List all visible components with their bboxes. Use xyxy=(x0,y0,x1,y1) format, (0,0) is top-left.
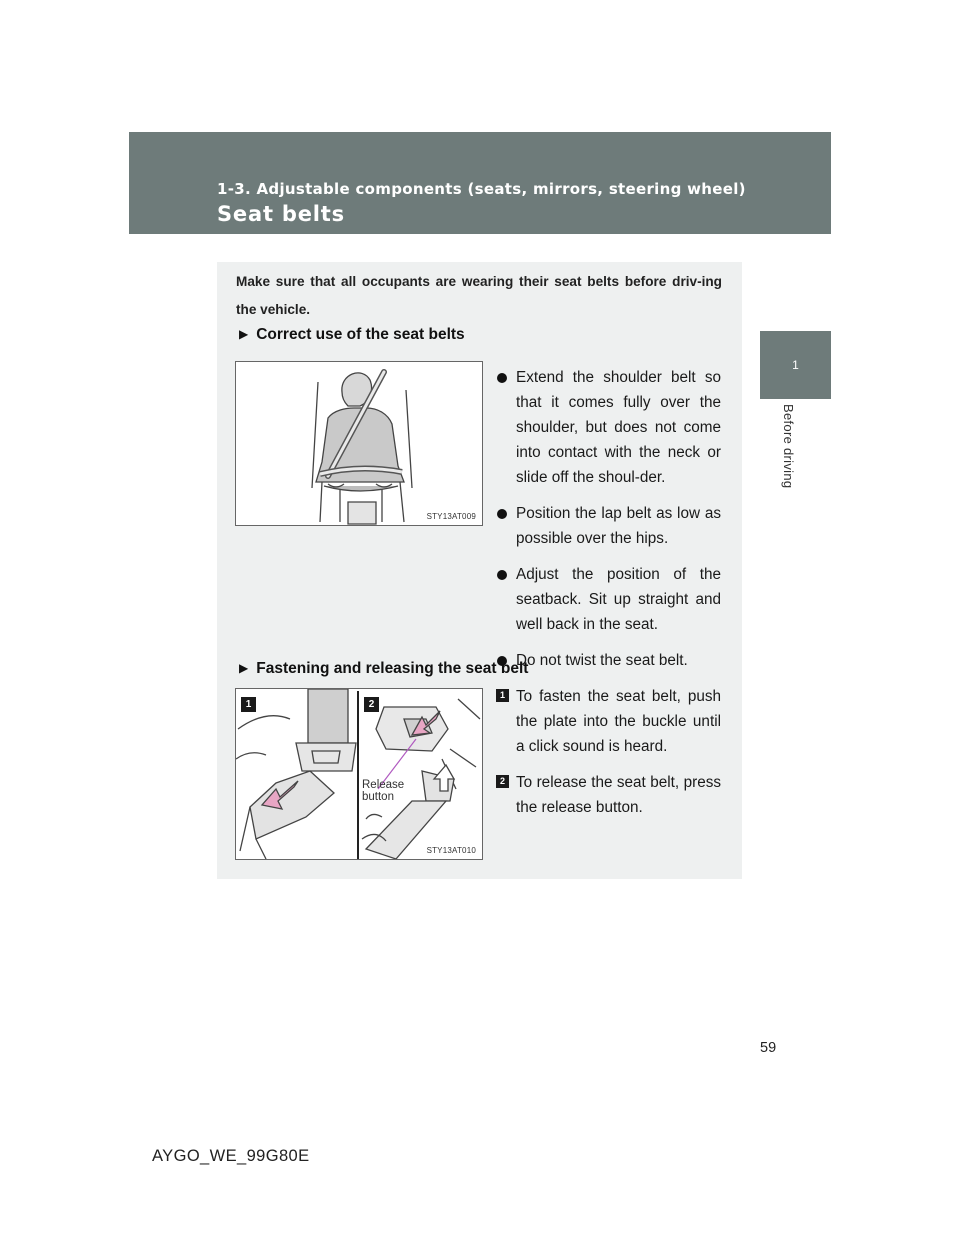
step-2-badge-image: 2 xyxy=(364,697,379,712)
bullet-text: Position the lap belt as low as possible over the hips. xyxy=(516,505,721,547)
step-text: To fasten the seat belt, push the plate into the buckle until a click sound is heard. xyxy=(516,688,721,755)
page-number: 59 xyxy=(760,1040,777,1056)
figure-code: STY13AT010 xyxy=(426,846,476,855)
section-heading-fastening xyxy=(239,660,528,678)
bullet-text: Extend the shoulder belt so that it comes fully over the shoulder, but does not come into contact with the neck or slide off the shoul-der. xyxy=(516,369,721,486)
step-badge: 1 xyxy=(496,689,509,702)
bullet-dot-icon xyxy=(497,570,507,580)
page-title: Seat belts xyxy=(217,202,345,226)
section-title: 1-3. Adjustable components (seats, mirrors, steering wheel) xyxy=(217,180,746,198)
bullet-text: Do not twist the seat belt. xyxy=(516,652,688,669)
figure-seated-person xyxy=(235,361,483,526)
list-item xyxy=(496,648,721,673)
figure-buckle xyxy=(235,688,483,860)
heading-text: Fastening and releasing the seat belt xyxy=(256,660,529,677)
list-item xyxy=(496,365,721,490)
seated-person-illustration xyxy=(236,362,482,525)
release-button-label xyxy=(362,779,404,803)
step-text: To release the seat belt, press the release button. xyxy=(516,774,721,816)
triangle-bullet-icon: ▶ xyxy=(239,327,249,341)
chapter-header xyxy=(129,132,831,234)
bullet-dot-icon xyxy=(497,509,507,519)
bullet-text: Adjust the position of the seatback. Sit up straight and well back in the seat. xyxy=(516,566,721,633)
fastening-steps xyxy=(496,684,721,831)
chapter-number: 1 xyxy=(792,357,799,372)
intro-text: Make sure that all occupants are wearing their seat belts before driv-ing the vehicle. xyxy=(236,274,722,317)
correct-use-bullets xyxy=(496,365,721,684)
figure-code: STY13AT009 xyxy=(426,512,476,521)
list-item xyxy=(496,770,721,820)
step-badge: 2 xyxy=(496,775,509,788)
list-item xyxy=(496,501,721,551)
heading-text: Correct use of the seat belts xyxy=(256,326,465,343)
chapter-label: Before driving xyxy=(781,404,796,489)
section-heading-correct-use xyxy=(239,326,465,344)
chapter-tab[interactable] xyxy=(760,331,831,399)
list-item xyxy=(496,562,721,637)
step-1-badge-image: 1 xyxy=(241,697,256,712)
label-line: button xyxy=(362,791,394,803)
buckle-illustration xyxy=(236,689,482,859)
label-line: Release xyxy=(362,779,405,791)
bullet-dot-icon xyxy=(497,373,507,383)
list-item xyxy=(496,684,721,759)
triangle-bullet-icon: ▶ xyxy=(239,661,249,675)
document-code: AYGO_WE_99G80E xyxy=(152,1147,310,1165)
